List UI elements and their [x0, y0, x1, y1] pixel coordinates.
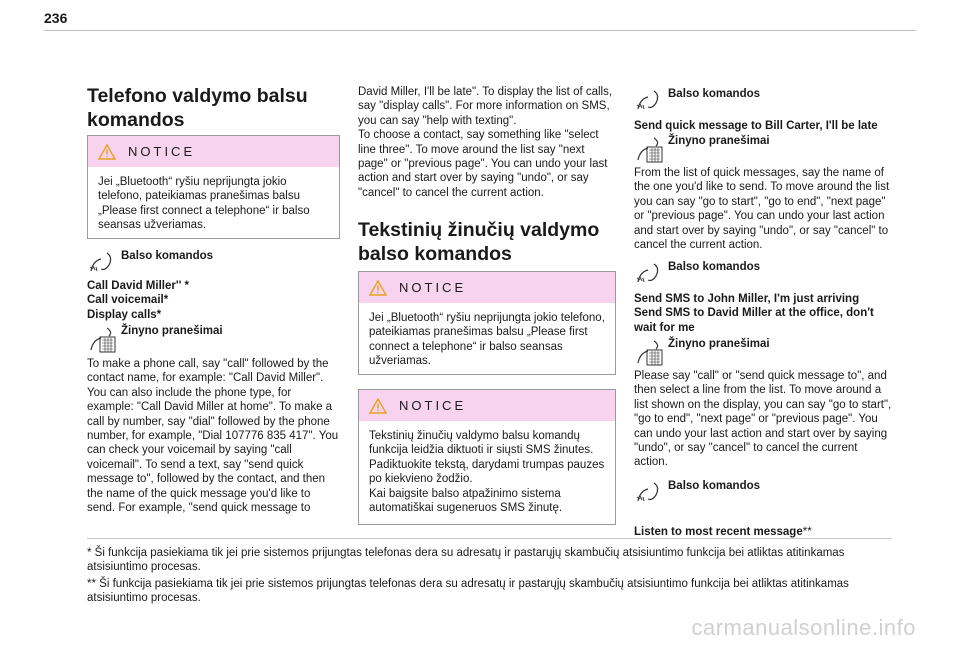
- notice-body: Tekstinių žinučių valdymo balsu komandų funkcija leidžia diktuoti ir siųsti SMS žinutes. Padiktuokite tekstą, darydami trumpas pauzes po kiekvieno žodžio. Kai baigsite balso atpažinimo sistema automatiškai sugeneruos SMS žinutę.: [369, 430, 605, 515]
- notice-header: [88, 136, 339, 167]
- phone-help-text-continued: David Miller, I'll be late". To display the list of calls, say "display calls". For more information on SMS, you can say "help with texting". To choose a contact, say something like "select line three". To move around the list say "next page" or "previous page". You can undo your last action and start over by saying "undo", or say "cancel" to cancel the current action.: [358, 86, 613, 199]
- notice-header: [359, 390, 615, 421]
- top-divider: [44, 30, 916, 31]
- voice-commands-label: Balso komandos: [121, 250, 214, 262]
- voice-command-icon: [634, 87, 664, 111]
- quick-message-help-text: From the list of quick messages, say the name of the one you'd like to send. To move around the list you can say "go to start", "go to end", "next page" or "previous page". You can undo your last action and start over by saying "undo", or say "cancel" to cancel the current action.: [634, 167, 890, 252]
- voice-commands-label-row: [634, 87, 760, 111]
- listen-message-command-text: Listen to most recent message: [634, 526, 803, 539]
- voice-help-icon: [634, 337, 664, 367]
- page-number: 236: [44, 10, 68, 26]
- phone-help-text: To make a phone call, say "call" followed by the contact name, for example: "Call David Miller". You can also include the phone type, for example: "Call David Miller at home". To make a call by number, say "dial" followed by the phone number, for example, "Dial 107776 835 417". You can check your voicemail by saying "call voicemail". To send a text, say "send quick message to", followed by the contact, and then the name of the quick message you'd like to send. For example, "send quick message to: [87, 358, 339, 515]
- watermark: carmanualsonline.info: [691, 615, 916, 640]
- listen-message-command-footnote-mark: **: [802, 526, 812, 539]
- send-sms-help-text: Please say "call" or "send quick message to", and then select a line from the list. To move around a list shown on the display, you can say "go to start", "go to end", "next page" or "previous page". You can undo your last action and start over by saying "undo", or say "cancel" to cancel the current action.: [634, 370, 892, 469]
- voice-commands-label-row: [634, 479, 760, 503]
- footnote-divider: [87, 538, 892, 539]
- voice-commands-label-row: [87, 249, 213, 273]
- warning-triangle-icon: [98, 144, 116, 160]
- notice-title: NOTICE: [399, 398, 467, 413]
- notice-title: NOTICE: [399, 280, 467, 295]
- notice-body: Jei „Bluetooth“ ryšiu neprijungta jokio telefono, pateikiamas pranešimas balsu „Please first connect a telephone“ ir balso seansas užveriamas.: [98, 176, 310, 232]
- voice-commands-label: Balso komandos: [668, 261, 761, 273]
- notice-box: [87, 135, 340, 239]
- help-messages-label: Žinyno pranešimai: [668, 135, 770, 147]
- quick-message-command: Send quick message to Bill Carter, I'll be late: [634, 120, 878, 132]
- listen-message-command: [634, 511, 892, 540]
- voice-commands-label: Balso komandos: [668, 480, 761, 492]
- help-messages-label: Žinyno pranešimai: [668, 338, 770, 350]
- notice-title: NOTICE: [128, 144, 196, 159]
- notice-box: [358, 271, 616, 375]
- notice-header: [359, 272, 615, 303]
- notice-box: [358, 389, 616, 525]
- footnote-2: ** Ši funkcija pasiekiama tik jei prie sistemos prijungtas telefonas dera su adresatų ir pastarųjų skambučių atsisiuntimo funkcija bei atliktas atitinkamas atsisiuntimo procesas.: [87, 578, 849, 605]
- warning-triangle-icon: [369, 398, 387, 414]
- section-heading-phone-voice-commands: Telefono valdymo balsu komandos: [87, 85, 308, 131]
- help-messages-label-row: [87, 324, 223, 354]
- voice-command-icon: [634, 479, 664, 503]
- notice-body: Jei „Bluetooth“ ryšiu neprijungta jokio telefono, pateikiamas pranešimas balsu „Please first connect a telephone“ ir balso seansas užveriamas.: [369, 312, 605, 368]
- help-messages-label: Žinyno pranešimai: [121, 325, 223, 337]
- voice-commands-label: Balso komandos: [668, 88, 761, 100]
- section-heading-sms-voice-commands: Tekstinių žinučių valdymo balso komandos: [358, 219, 600, 265]
- voice-commands-label-row: [634, 260, 760, 284]
- voice-help-icon: [87, 324, 117, 354]
- voice-command-icon: [87, 249, 117, 273]
- send-sms-commands: Send SMS to John Miller, I'm just arriving Send SMS to David Miller at the office, don't wait for me: [634, 293, 874, 334]
- voice-help-icon: [634, 134, 664, 164]
- warning-triangle-icon: [369, 280, 387, 296]
- help-messages-label-row: [634, 337, 770, 367]
- phone-commands-list: Call David Miller'' * Call voicemail* Display calls*: [87, 280, 189, 321]
- voice-command-icon: [634, 260, 664, 284]
- help-messages-label-row: [634, 134, 770, 164]
- footnote-1: * Ši funkcija pasiekiama tik jei prie sistemos prijungtas telefonas dera su adresatų ir pastarųjų skambučių atsisiuntimo funkcija bei atliktas atitinkamas atsisiuntimo procesas.: [87, 547, 845, 574]
